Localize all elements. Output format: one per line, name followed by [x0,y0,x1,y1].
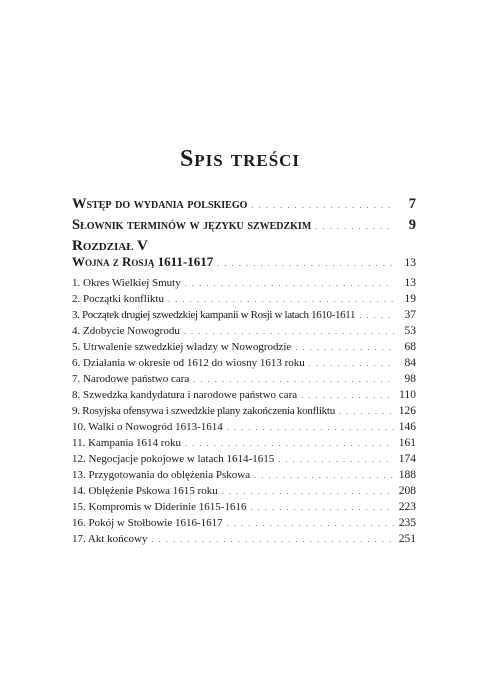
toc-entry-page: 68 [404,341,416,353]
toc-entry-label: 15. Kompromis w Diderinie 1615-1616 [72,501,247,513]
leader-dots [250,504,394,512]
leader-dots [295,344,394,352]
toc-entry-label: 4. Zdobycie Nowogrodu [72,325,180,337]
leader-dots [185,280,394,288]
toc-entry [72,389,416,401]
toc-entry-label: 1. Okres Wielkiej Smuty [72,277,181,289]
leader-dots [315,223,394,231]
toc-entry [72,453,416,465]
leader-dots [278,456,394,464]
leader-dots [168,296,394,304]
toc-title: Spis treści [179,146,301,172]
leader-dots [184,328,394,336]
toc-entry-label: 10. Walki o Nowogród 1613-1614 [72,421,223,433]
toc-entry [72,517,416,529]
leader-dots [217,260,394,268]
toc-entry-part-title [72,254,416,270]
toc-entry-label: 7. Narodowe państwo cara [72,373,190,385]
toc-entry-page: 188 [398,469,416,481]
leader-dots [185,440,394,448]
toc-entry-page: 110 [399,389,416,401]
toc-entry-page: 161 [398,437,416,449]
leader-dots [339,408,394,416]
toc-entry-label: 11. Kampania 1614 roku [72,437,181,449]
leader-dots [227,520,394,528]
leader-dots [301,392,394,400]
toc-entry-page: 251 [398,533,416,545]
toc-entry-label: 8. Szwedzka kandydatura i narodowe państwo cara [72,389,298,401]
toc-entry [72,501,416,513]
toc-entry-page: 235 [398,517,416,529]
toc-entry-label: Słownik terminów w języku szwedzkim [72,217,312,233]
toc-entry [72,277,416,289]
toc-entry-label: 14. Oblężenie Pskowa 1615 roku [72,485,218,497]
toc-entry-label: 3. Początek drugiej szwedzkiej kampanii w Rosji w latach 1610-1611 [72,309,356,321]
toc-entry [72,437,416,449]
leader-dots [359,312,394,320]
leader-dots [227,424,394,432]
toc-entry-page: 53 [404,325,416,337]
leader-dots [309,360,394,368]
part-title: Wojna z Rosją 1611-1617 [72,254,214,269]
toc-entry [72,325,416,337]
toc-entry-page: 98 [404,373,416,385]
toc-entry-page: 174 [398,453,416,465]
toc-entry-page: 126 [398,405,416,417]
toc-entry-intro [72,196,416,213]
toc-entry-label: Wstęp do wydania polskiego [72,196,248,212]
toc-entry [72,421,416,433]
toc-entry-label: 5. Utrwalenie szwedzkiej władzy w Nowogrodzie [72,341,292,353]
toc-entry-label: 13. Przygotowania do oblężenia Pskowa [72,469,251,481]
toc-entry-label: 6. Działania w okresie od 1612 do wiosny 1613 roku [72,357,305,369]
toc-entry [72,485,416,497]
toc-entry-page: 13 [404,257,416,269]
leader-dots [254,472,394,480]
toc-entry-label: 16. Pokój w Stołbowie 1616-1617 [72,517,223,529]
toc-entry-page: 9 [408,217,416,233]
leader-dots [193,376,394,384]
toc-entry [72,357,416,369]
toc-entry [72,533,416,545]
toc-entry [72,469,416,481]
toc-entry-label: 9. Rosyjska ofensywa i szwedzkie plany zakończenia konfliktu [72,405,335,417]
leader-dots [222,488,394,496]
toc-entry [72,405,416,417]
toc-entry-label: 12. Negocjacje pokojowe w latach 1614-1615 [72,453,275,465]
toc-entry-page: 208 [398,485,416,497]
part-heading: Rozdział V [72,238,148,254]
toc-entry [72,293,416,305]
leader-dots [151,536,394,544]
toc-entry-page: 7 [408,196,416,212]
toc-entry [72,373,416,385]
toc-entry-glossary [72,217,416,234]
toc-entry-page: 13 [404,277,416,289]
toc-entry-page: 19 [404,293,416,305]
leader-dots [251,202,394,210]
toc-entry-page: 223 [398,501,416,513]
toc-entry-label: 2. Początki konfliktu [72,293,164,305]
toc-entry [72,309,416,321]
toc-entry-page: 84 [404,357,416,369]
toc-entry-page: 37 [404,309,416,321]
toc-entry-page: 146 [398,421,416,433]
toc-entry [72,341,416,353]
toc-entry-label: 17. Akt końcowy [72,533,148,545]
